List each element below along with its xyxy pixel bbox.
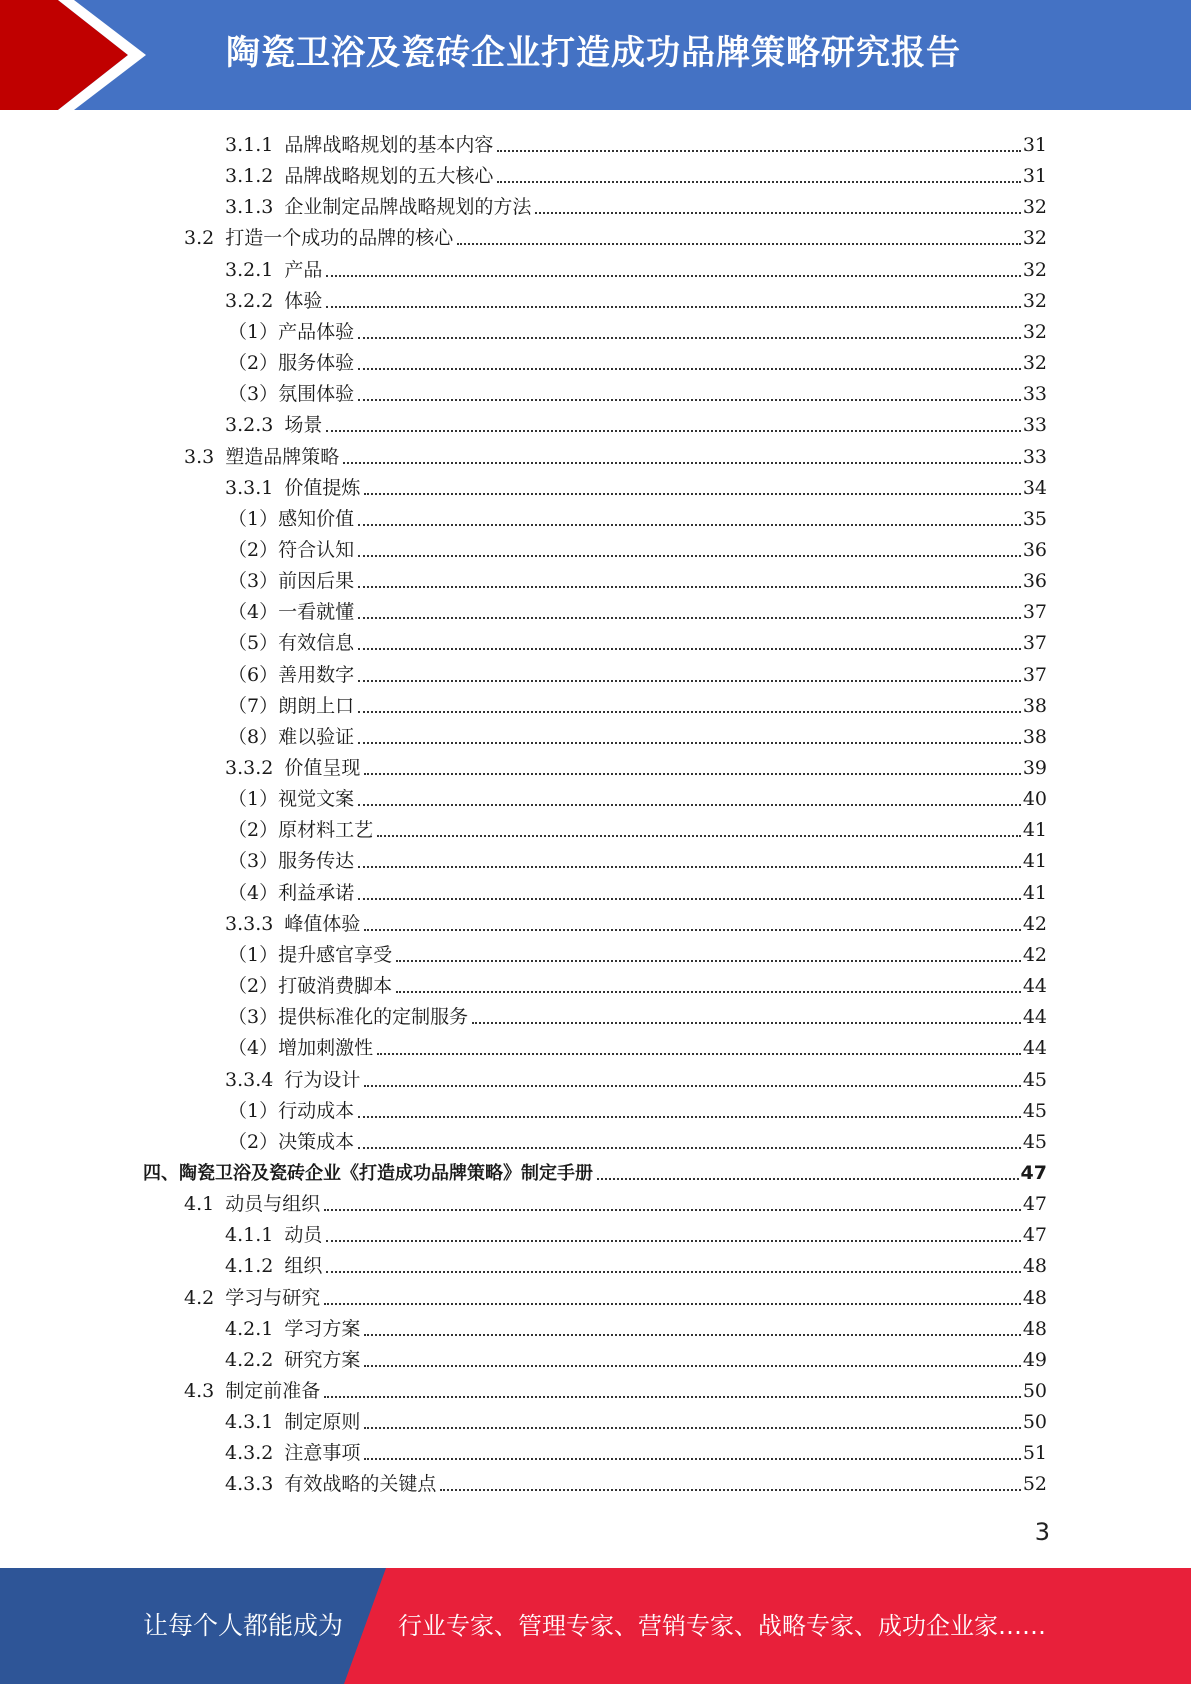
toc-entry-number: （2） [228,975,279,998]
toc-leader-dots [364,1085,1020,1087]
toc-entry-page: 51 [1022,1442,1047,1465]
toc-entry[interactable] [225,906,1047,937]
toc-entry[interactable] [228,843,1047,874]
toc-entry-page: 41 [1022,850,1047,873]
toc-entry-number: 3.2.3 [225,414,274,437]
toc-entry[interactable] [225,1248,1047,1279]
toc-entry-page: 48 [1022,1317,1047,1340]
toc-entry-number: 3.2 [184,227,215,250]
toc-leader-dots [472,1022,1021,1024]
toc-entry-title: 服务传达 [278,850,355,873]
toc-entry-page: 52 [1022,1473,1047,1496]
toc-entry-page: 32 [1022,196,1047,219]
toc-entry[interactable] [225,750,1047,781]
toc-entry[interactable] [184,1280,1047,1311]
toc-entry-number: 3.3.3 [225,912,274,935]
toc-entry-number: （3） [228,1006,279,1029]
toc-entry-number: （4） [228,1037,279,1060]
toc-entry-page: 45 [1022,1130,1047,1153]
toc-leader-dots [358,368,1021,370]
toc-entry-title: 难以验证 [278,725,355,748]
toc-entry-page: 44 [1022,1006,1047,1029]
toc-leader-dots [364,493,1020,495]
toc-entry-title: 产品体验 [278,320,355,343]
toc-leader-dots [497,150,1020,152]
toc-entry-page: 40 [1022,788,1047,811]
toc-leader-dots [364,1334,1020,1336]
toc-leader-dots [377,835,1021,837]
toc-entry-title: 提供标准化的定制服务 [278,1006,469,1029]
toc-leader-dots [358,1116,1021,1118]
toc-entry[interactable] [228,968,1047,999]
toc-entry[interactable] [225,127,1047,158]
toc-entry-title: 氛围体验 [278,383,355,406]
toc-entry-title: 有效信息 [278,632,355,655]
toc-entry[interactable] [184,1373,1047,1404]
toc-entry[interactable] [228,812,1047,843]
toc-entry-number: 4.3.2 [225,1442,274,1465]
toc-leader-dots [358,586,1021,588]
toc-entry-page: 38 [1022,694,1047,717]
toc-entry-title: 善用数字 [278,663,355,686]
toc-entry-title: 利益承诺 [278,881,355,904]
page-header [0,0,1191,110]
toc-entry-number: 3.3 [184,445,215,468]
toc-entry-page: 31 [1022,165,1047,188]
toc-entry[interactable] [228,1124,1047,1155]
document-title: 陶瓷卫浴及瓷砖企业打造成功品牌策略研究报告 [226,33,961,73]
toc-entry-number: 3.3.1 [225,476,274,499]
toc-entry[interactable] [225,189,1047,220]
toc-leader-dots [364,773,1020,775]
toc-entry-title: 行为设计 [284,1068,361,1091]
toc-entry[interactable] [184,220,1047,251]
toc-leader-dots [358,866,1021,868]
toc-entry-page: 47 [1022,1224,1047,1247]
toc-entry[interactable] [228,1030,1047,1061]
toc-entry-number: （5） [228,632,279,655]
toc-entry-page: 48 [1022,1286,1047,1309]
toc-leader-dots [364,1427,1020,1429]
toc-entry-number: 4.3.1 [225,1411,274,1434]
toc-entry-page: 41 [1022,881,1047,904]
toc-entry-title: 塑造品牌策略 [225,445,340,468]
toc-entry[interactable] [228,594,1047,625]
toc-entry-title: 学习与研究 [225,1286,321,1309]
toc-leader-dots [358,898,1021,900]
toc-entry-number: （2） [228,819,279,842]
toc-entry-number: （2） [228,538,279,561]
toc-leader-dots [358,711,1021,713]
toc-entry-page: 47 [1022,1193,1047,1216]
toc-entry[interactable] [225,1342,1047,1373]
toc-leader-dots [440,1489,1020,1491]
toc-leader-dots [358,680,1021,682]
toc-entry-title: 原材料工艺 [278,819,374,842]
toc-leader-dots [326,1240,1020,1242]
toc-entry-page: 45 [1022,1068,1047,1091]
toc-entry-number: （4） [228,601,279,624]
page-footer [0,1568,1191,1684]
toc-entry[interactable] [225,1435,1047,1466]
toc-entry-title: 行动成本 [278,1099,355,1122]
toc-entry[interactable] [225,470,1047,501]
toc-entry[interactable] [225,1217,1047,1248]
toc-entry-title: 组织 [284,1255,323,1278]
toc-entry-page: 42 [1022,912,1047,935]
toc-entry-title: 场景 [284,414,323,437]
toc-entry-title: 朗朗上口 [278,694,355,717]
toc-entry-title: 学习方案 [284,1317,361,1340]
toc-entry-title: 一看就懂 [278,601,355,624]
toc-entry-page: 47 [1020,1161,1047,1184]
toc-leader-dots [535,212,1020,214]
toc-entry[interactable] [184,439,1047,470]
toc-entry[interactable] [184,1186,1047,1217]
toc-entry[interactable] [228,501,1047,532]
toc-entry-title: 研究方案 [284,1348,361,1371]
toc-entry-title: 有效战略的关键点 [284,1473,437,1496]
toc-entry-number: 3.3.4 [225,1068,274,1091]
toc-entry-page: 41 [1022,819,1047,842]
toc-leader-dots [324,1396,1021,1398]
toc-entry-title: 陶瓷卫浴及瓷砖企业《打造成功品牌策略》制定手册 [179,1162,593,1184]
toc-entry-number: 3.2.1 [225,258,274,281]
toc-entry-number: 4.2 [184,1286,215,1309]
toc-leader-dots [364,929,1020,931]
toc-entry-page: 37 [1022,601,1047,624]
toc-leader-dots [326,275,1020,277]
toc-entry-number: 四、 [143,1162,179,1184]
toc-entry-number: （7） [228,694,279,717]
toc-leader-dots [457,243,1021,245]
toc-entry[interactable] [228,625,1047,656]
toc-entry-number: （3） [228,383,279,406]
toc-entry[interactable] [225,1311,1047,1342]
toc-entry[interactable] [228,999,1047,1030]
toc-entry-page: 42 [1022,943,1047,966]
toc-entry-page: 50 [1022,1380,1047,1402]
footer-slogan-left: 让每个人都能成为 [143,1611,344,1640]
toc-entry-page: 36 [1022,570,1047,593]
toc-entry-title: 品牌战略规划的五大核心 [284,165,494,188]
toc-leader-dots [364,1365,1020,1367]
toc-entry[interactable] [228,563,1047,594]
toc-entry-title: 打造一个成功的品牌的核心 [225,227,454,250]
toc-leader-dots [358,524,1021,526]
toc-entry-page: 49 [1022,1348,1047,1371]
toc-entry-number: 4.1.1 [225,1224,274,1247]
toc-entry[interactable] [225,1466,1047,1497]
toc-entry-page: 39 [1022,757,1047,779]
toc-leader-dots [358,337,1021,339]
toc-entry-title: 体验 [284,289,323,312]
toc-leader-dots [324,1303,1021,1305]
toc-entry-page: 32 [1022,227,1047,250]
toc-entry[interactable] [228,937,1047,968]
toc-entry-number: 3.1.3 [225,196,274,219]
toc-entry-page: 44 [1022,975,1047,998]
toc-entry-page: 48 [1022,1255,1047,1278]
toc-leader-dots [358,399,1021,401]
header-chevron-decoration [0,0,160,110]
toc-entry-page: 36 [1022,538,1047,561]
toc-entry-page: 32 [1022,320,1047,343]
toc-entry-number: （1） [228,788,279,811]
toc-entry-number: （1） [228,507,279,530]
toc-entry-number: 4.1 [184,1193,215,1216]
toc-leader-dots [358,742,1021,744]
toc-leader-dots [358,1147,1021,1149]
toc-entry-number: 3.2.2 [225,289,274,312]
toc-leader-dots [364,1458,1020,1460]
toc-entry[interactable] [225,283,1047,314]
toc-entry-number: 4.1.2 [225,1255,274,1278]
toc-entry-page: 34 [1022,476,1047,499]
toc-entry-number: 4.3 [184,1380,215,1402]
toc-entry[interactable] [225,1404,1047,1435]
toc-entry[interactable] [228,657,1047,688]
toc-entry-page: 50 [1022,1411,1047,1434]
toc-entry-number: 4.2.2 [225,1348,274,1371]
toc-entry-title: 制定前准备 [225,1380,321,1402]
toc-entry-title: 峰值体验 [284,912,361,935]
toc-entry-number: 4.2.1 [225,1317,274,1340]
toc-entry-title: 产品 [284,258,323,281]
toc-entry[interactable] [228,376,1047,407]
toc-entry-page: 37 [1022,632,1047,655]
toc-entry-page: 35 [1022,507,1047,530]
toc-entry[interactable] [228,345,1047,376]
toc-entry-number: （1） [228,320,279,343]
toc-entry-title: 提升感官享受 [278,943,393,966]
toc-entry-number: 3.3.2 [225,757,274,779]
toc-entry-title: 制定原则 [284,1411,361,1434]
footer-slogan-right: 行业专家、管理专家、营销专家、战略专家、成功企业家…… [398,1612,1046,1640]
toc-entry-page: 44 [1022,1037,1047,1060]
toc-entry[interactable] [228,781,1047,812]
toc-entry-title: 符合认知 [278,538,355,561]
toc-entry-number: （6） [228,663,279,686]
toc-entry-page: 33 [1022,383,1047,406]
toc-leader-dots [324,1209,1021,1211]
toc-entry[interactable] [225,407,1047,438]
toc-leader-dots [396,960,1021,962]
toc-entry-title: 价值提炼 [284,476,361,499]
toc-entry-number: （3） [228,570,279,593]
toc-leader-dots [343,462,1021,464]
toc-entry-page: 33 [1022,445,1047,468]
toc-entry-title: 感知价值 [278,507,355,530]
toc-leader-dots [377,1053,1021,1055]
toc-entry[interactable] [228,532,1047,563]
toc-entry-title: 服务体验 [278,352,355,375]
toc-leader-dots [326,1271,1020,1273]
toc-entry[interactable] [225,158,1047,189]
toc-entry-title: 决策成本 [278,1130,355,1153]
toc-entry-number: （2） [228,352,279,375]
toc-entry-number: （1） [228,943,279,966]
page-number: 3 [1034,1518,1050,1546]
toc-entry-number: （3） [228,850,279,873]
toc-entry-number: 4.3.3 [225,1473,274,1496]
toc-entry-page: 31 [1022,134,1047,156]
toc-entry-page: 38 [1022,725,1047,748]
toc-entry[interactable] [228,1093,1047,1124]
toc-entry-title: 视觉文案 [278,788,355,811]
toc-entry[interactable] [143,1155,1047,1186]
toc-leader-dots [597,1178,1019,1180]
toc-leader-dots [326,430,1020,432]
toc-leader-dots [358,648,1021,650]
toc-entry-title: 注意事项 [284,1442,361,1465]
toc-entry-title: 动员 [284,1224,323,1247]
toc-entry-page: 32 [1022,352,1047,375]
toc-entry[interactable] [228,314,1047,345]
toc-entry-title: 企业制定品牌战略规划的方法 [284,196,532,219]
toc-entry-page: 32 [1022,258,1047,281]
toc-leader-dots [326,306,1020,308]
toc-entry-title: 品牌战略规划的基本内容 [284,134,494,156]
toc-entry-number: （4） [228,881,279,904]
toc-entry[interactable] [228,719,1047,750]
toc-entry-page: 33 [1022,414,1047,437]
toc-entry-page: 45 [1022,1099,1047,1122]
toc-entry-title: 动员与组织 [225,1193,321,1216]
toc-entry[interactable] [225,1062,1047,1093]
toc-leader-dots [358,555,1021,557]
toc-entry-number: 3.1.1 [225,134,274,156]
toc-entry-title: 打破消费脚本 [278,975,393,998]
toc-entry-number: 3.1.2 [225,165,274,188]
toc-entry[interactable] [228,688,1047,719]
toc-entry-title: 增加刺激性 [278,1037,374,1060]
toc-entry-title: 前因后果 [278,570,355,593]
toc-leader-dots [358,617,1021,619]
toc-entry-number: （1） [228,1099,279,1122]
toc-entry[interactable] [228,875,1047,906]
toc-entry-number: （8） [228,725,279,748]
toc-entry-page: 32 [1022,289,1047,312]
toc-entry-title: 价值呈现 [284,757,361,779]
toc-entry-page: 37 [1022,663,1047,686]
toc-leader-dots [497,181,1020,183]
toc-leader-dots [396,991,1021,993]
toc-entry-number: （2） [228,1130,279,1153]
toc-leader-dots [358,804,1021,806]
toc-entry[interactable] [225,252,1047,283]
